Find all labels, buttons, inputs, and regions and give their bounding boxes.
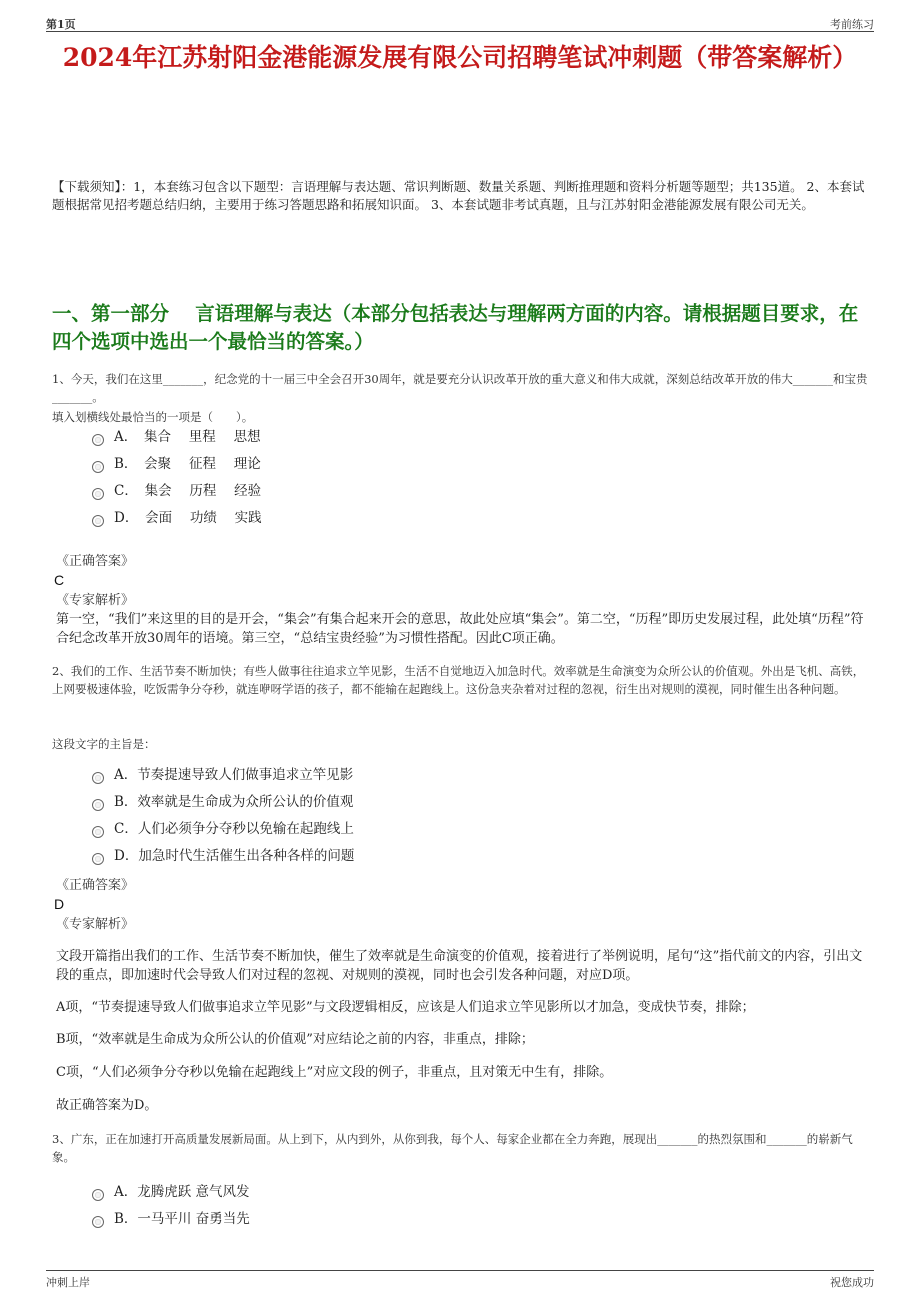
option-label: C． 集会 历程 经验 bbox=[114, 483, 262, 499]
question-2-option-a[interactable] bbox=[92, 766, 353, 784]
analysis-label: 《专家解析》 bbox=[56, 917, 135, 932]
header-right-label: 考前练习 bbox=[830, 18, 874, 31]
analysis-paragraph: B项，“效率就是生命成为众所公认的价值观”对应结论之前的内容，非重点，排除； bbox=[56, 1032, 534, 1047]
option-label: B．一马平川 奋勇当先 bbox=[114, 1211, 250, 1227]
correct-answer: D bbox=[54, 896, 65, 912]
radio-icon[interactable] bbox=[92, 853, 104, 865]
analysis-paragraph: A项，“节奏提速导致人们做事追求立竿见影”与文段逻辑相反，应该是人们追求立竿见影所以才加急，变成快节奏，排除； bbox=[56, 1000, 755, 1015]
footer-left-label: 冲刺上岸 bbox=[46, 1276, 90, 1289]
question-3-option-b[interactable] bbox=[92, 1210, 250, 1228]
question-1-option-b[interactable] bbox=[92, 455, 261, 473]
question-3-option-a[interactable] bbox=[92, 1183, 250, 1201]
question-2-option-c[interactable] bbox=[92, 820, 354, 838]
question-2-prompt: 这段文字的主旨是： bbox=[52, 737, 156, 751]
document-title: 2024年江苏射阳金港能源发展有限公司招聘笔试冲刺题（带答案解析） bbox=[62, 43, 858, 72]
analysis-paragraph: 故正确答案为D。 bbox=[56, 1098, 158, 1113]
question-2-text: 2、我们的工作、生活节奏不断加快；有些人做事往往追求立竿见影，生活不自觉地迈入加急时代。效率就是生命演变为众所公认的价值观。外出是飞机、高铁，上网要极速体验，吃饭需争分夺秒，就连咿呀学语的孩子，都不能输在起跑线上。这份急夹杂着对过程的忽视，衍生出对规则的漠视，同时催生出各种问题。 bbox=[52, 664, 865, 696]
answer-label: 《正确答案》 bbox=[56, 878, 135, 893]
question-1-option-c[interactable] bbox=[92, 482, 261, 500]
section-heading: 一、第一部分 言语理解与表达（本部分包括表达与理解两方面的内容。请根据题目要求，在四个选项中选出一个最恰当的答案。） bbox=[52, 302, 859, 353]
footer-right-label: 祝您成功 bbox=[830, 1276, 874, 1289]
radio-icon[interactable] bbox=[92, 1216, 104, 1228]
option-label: A．龙腾虎跃 意气风发 bbox=[114, 1184, 250, 1200]
download-notice: 【下载须知】：1，本套练习包含以下题型：言语理解与表达题、常识判断题、数量关系题、判断推理题和资料分析题等题型；共135道。 2、本套试题根据常见招考题总结归纳，主要用于练习答题思路和拓展知识面。 3、本套试题非考试真题，且与江苏射阳金港能源发展有限公司无关。 bbox=[52, 179, 865, 212]
analysis-label: 《专家解析》 bbox=[56, 593, 135, 608]
analysis-text: 第一空，“我们”来这里的目的是开会，“集会”有集合起来开会的意思，故此处应填“集会”。第二空，“历程”即历史发展过程，此处填“历程”符合纪念改革开放30周年的语境。第三空，“总结宝贵经验”为习惯性搭配。因此C项正确。 bbox=[56, 612, 864, 646]
option-label: A． 集合 里程 思想 bbox=[114, 429, 261, 445]
analysis-paragraph: 文段开篇指出我们的工作、生活节奏不断加快，催生了效率就是生命演变的价值观，接着进行了举例说明，尾句“这”指代前文的内容，引出文段的重点，即加速时代会导致人们对过程的忽视、对规则的漠视，同时也会引发各种问题，对应D项。 bbox=[56, 949, 863, 983]
radio-icon[interactable] bbox=[92, 826, 104, 838]
question-1-option-a[interactable] bbox=[92, 428, 261, 446]
question-1-text: 1、今天，我们在这里_______，纪念党的十一届三中全会召开30周年，就是要充分认识改革开放的重大意义和伟大成就，深刻总结改革开放的伟大_______和宝贵_______。 bbox=[52, 372, 868, 404]
question-1-prompt: 填入划横线处最恰当的一项是（ ）。 bbox=[52, 410, 254, 424]
radio-icon[interactable] bbox=[92, 772, 104, 784]
option-label: B．效率就是生命成为众所公认的价值观 bbox=[114, 794, 354, 810]
analysis-paragraph: C项，“人们必须争分夺秒以免输在起跑线上”对应文段的例子，非重点，且对策无中生有，排除。 bbox=[56, 1065, 613, 1080]
answer-label: 《正确答案》 bbox=[56, 554, 135, 569]
option-label: D．加急时代生活催生出各种各样的问题 bbox=[114, 848, 355, 864]
question-2-option-d[interactable] bbox=[92, 847, 354, 865]
page-header bbox=[46, 14, 874, 32]
question-2-option-b[interactable] bbox=[92, 793, 353, 811]
page-number: 第1页 bbox=[46, 18, 76, 31]
question-3-text: 3、广东，正在加速打开高质量发展新局面。从上到下，从内到外，从你到我，每个人、每家企业都在全力奔跑，展现出_______的热烈氛围和_______的崭新气象。 bbox=[52, 1132, 853, 1164]
option-label: A．节奏提速导致人们做事追求立竿见影 bbox=[114, 767, 354, 783]
radio-icon[interactable] bbox=[92, 461, 104, 473]
radio-icon[interactable] bbox=[92, 1189, 104, 1201]
question-1-option-d[interactable] bbox=[92, 509, 262, 527]
option-label: C．人们必须争分夺秒以免输在起跑线上 bbox=[114, 821, 354, 837]
radio-icon[interactable] bbox=[92, 488, 104, 500]
radio-icon[interactable] bbox=[92, 515, 104, 527]
page-footer bbox=[46, 1270, 874, 1290]
radio-icon[interactable] bbox=[92, 799, 104, 811]
option-label: D． 会面 功绩 实践 bbox=[114, 510, 262, 526]
correct-answer: C bbox=[54, 572, 65, 588]
option-label: B． 会聚 征程 理论 bbox=[114, 456, 261, 472]
radio-icon[interactable] bbox=[92, 434, 104, 446]
